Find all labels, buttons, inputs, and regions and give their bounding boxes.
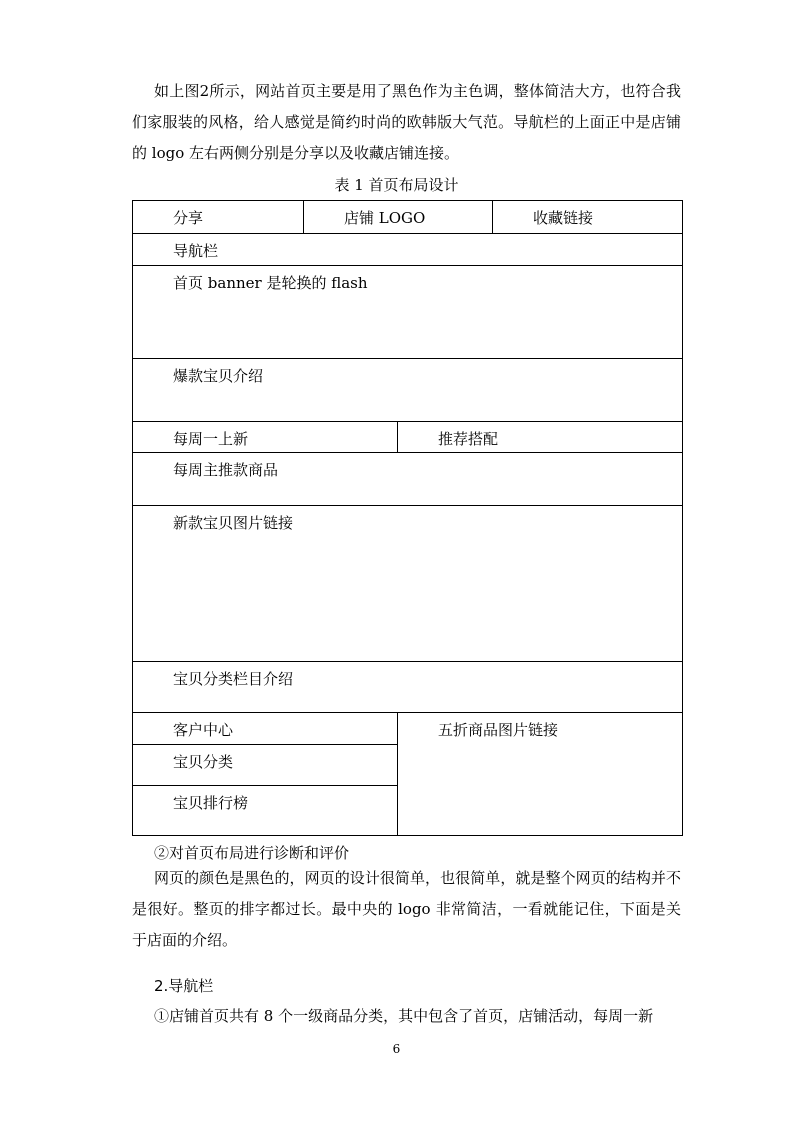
cell-discount-images: 五折商品图片链接 xyxy=(398,713,683,836)
diagnosis-paragraph: 网页的颜色是黑色的，网页的设计很简单，也很简单，就是整个网页的结构并不是很好。整页的排字都过长。最中央的 logo 非常简洁，一看就能记住，下面是关于店面的介绍。 xyxy=(132,869,681,949)
cell-weekly-new: 每周一上新 xyxy=(133,422,398,453)
nav-paragraph: ①店铺首页共有 8 个一级商品分类，其中包含了首页，店铺活动，每周一新 xyxy=(154,1007,654,1025)
cell-share: 分享 xyxy=(133,201,304,234)
table-caption: 表 1 首页布局设计 xyxy=(334,176,459,194)
cell-banner: 首页 banner 是轮换的 flash xyxy=(133,266,683,359)
intro-paragraph: 如上图2所示，网站首页主要是用了黑色作为主色调，整体简洁大方，也符合我们家服装的风格，给人感觉是简约时尚的欧韩版大气范。导航栏的上面正中是店铺的 logo 左右两侧分别是分享以及收藏店铺连接。 xyxy=(132,82,681,162)
cell-category-intro: 宝贝分类栏目介绍 xyxy=(133,662,683,713)
cell-category: 宝贝分类 xyxy=(133,745,398,786)
cell-ranking: 宝贝排行榜 xyxy=(133,786,398,836)
cell-recommend: 推荐搭配 xyxy=(398,422,683,453)
page-number: 6 xyxy=(392,1042,401,1056)
cell-weekly-main: 每周主推款商品 xyxy=(133,453,683,506)
cell-hot-items: 爆款宝贝介绍 xyxy=(133,359,683,422)
cell-new-images: 新款宝贝图片链接 xyxy=(133,506,683,662)
section-heading: 2.导航栏 xyxy=(154,977,214,995)
cell-customer-center: 客户中心 xyxy=(133,713,398,745)
cell-logo: 店铺 LOGO xyxy=(304,201,493,234)
diagnosis-heading: ②对首页布局进行诊断和评价 xyxy=(154,844,350,862)
cell-nav: 导航栏 xyxy=(133,234,683,266)
cell-favorite: 收藏链接 xyxy=(493,201,683,234)
homepage-layout-table xyxy=(132,200,683,836)
